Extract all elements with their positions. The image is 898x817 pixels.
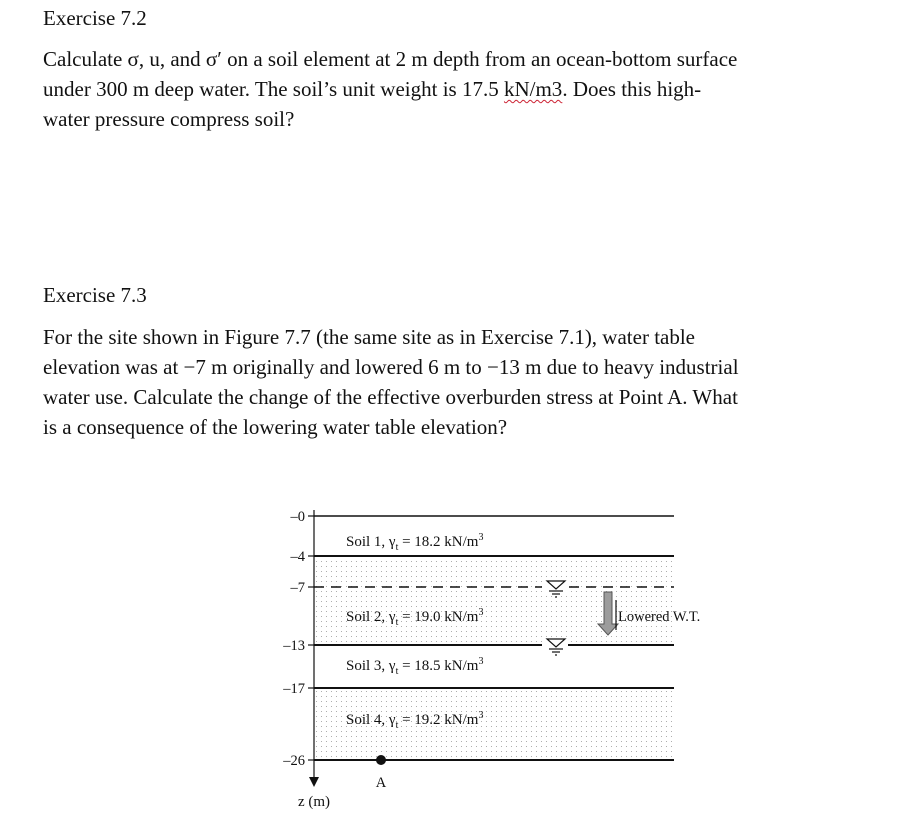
depth-axis [308,510,314,780]
exercise-7-2-line-2-head: under 300 m deep water. The soil’s unit weight is 17.5 [43,77,504,101]
soil-profile-figure [260,490,740,815]
exercise-7-2-line-2-tail: . Does this high- [562,77,702,101]
exercise-7-3-line-2: elevation was at −7 m originally and lowered 6 m to −13 m due to heavy industrial [43,355,739,379]
depth-label-0: –0 [290,509,305,525]
soil-3-label: Soil 3, $\gamma_t = 18.5$ $kN/m^3$ [346,656,484,677]
depth-axis-arrowhead [309,777,319,787]
exercise-7-3-line-1: For the site shown in Figure 7.7 (the same site as in Exercise 7.1), water table [43,325,696,349]
depth-axis-label: z (m) [297,794,331,810]
unit-weight-unit: kN/m3 [503,77,563,101]
point-a-label: A [375,775,387,791]
lowered-wt-label: Lowered W.T. [618,609,701,625]
soil-2-fill [314,556,674,645]
exercise-7-3-line-3: water use. Calculate the change of the effective overburden stress at Point A. What [43,385,738,409]
depth-label-26: –26 [283,753,305,769]
exercise-7-2-title: Exercise 7.2 [43,6,147,30]
exercise-7-2-line-1: Calculate σ, u, and σ′ on a soil element at 2 m depth from an ocean-bottom surface [43,47,738,71]
depth-label-17: –17 [283,681,305,697]
exercise-7-3-text [43,322,863,442]
depth-label-4: –4 [290,549,305,565]
soil-2-label: Soil 2, $\gamma_t = 19.0$ $kN/m^3$ [346,607,484,628]
soil-4-label: Soil 4, $\gamma_t = 19.2$ $kN/m^3$ [346,710,484,731]
depth-label-7: –7 [290,580,305,596]
point-a-marker [376,755,386,765]
exercise-7-3-title: Exercise 7.3 [43,283,147,307]
exercise-7-2-text [43,44,863,134]
depth-label-13: –13 [283,638,305,654]
exercise-7-2-line-2 [43,74,863,104]
depth-tick-labels [282,509,306,769]
exercise-7-3-line-4: is a consequence of the lowering water table elevation? [43,415,508,439]
exercise-7-2-line-3: water pressure compress soil? [43,107,295,131]
soil-1-label: Soil 1, $\gamma_t = 18.2$ $kN/m^3$ [346,532,484,553]
